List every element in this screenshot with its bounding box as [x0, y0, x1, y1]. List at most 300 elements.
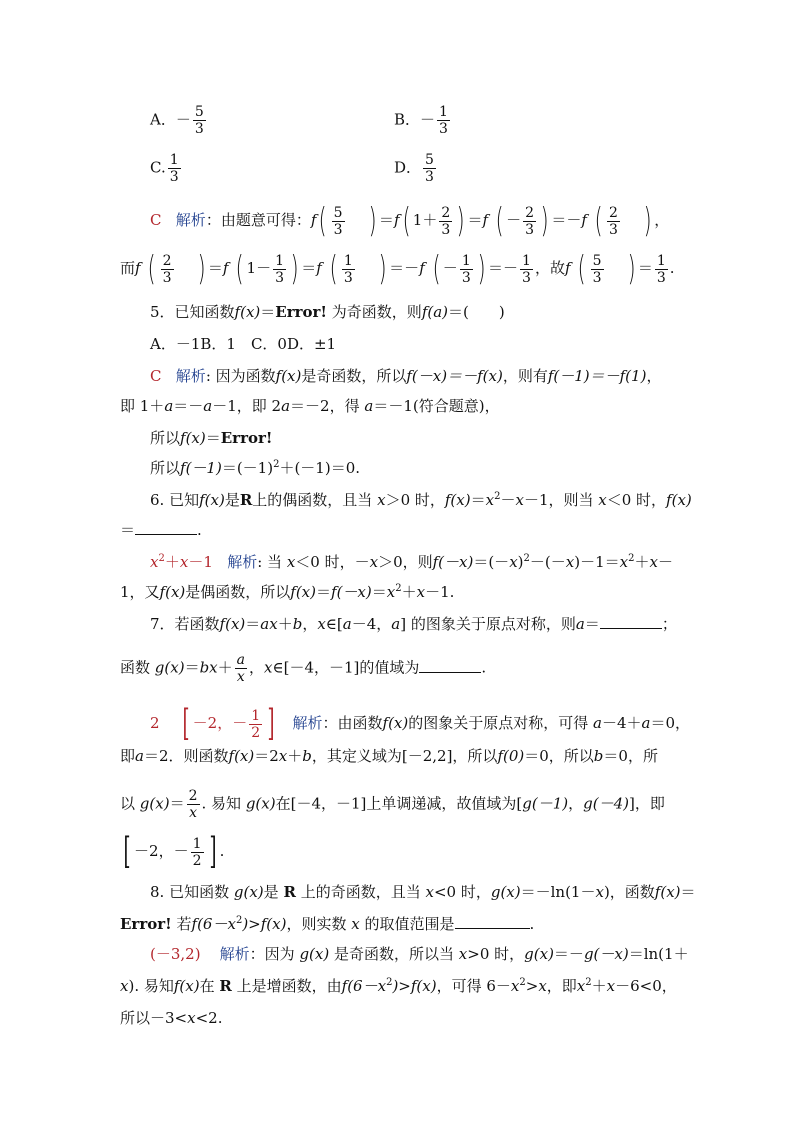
denominator: 3: [425, 169, 434, 185]
numerator: 2: [608, 204, 618, 221]
superscript: 2: [158, 553, 165, 564]
text: －1.: [425, 583, 455, 601]
text: ＝: [378, 211, 394, 229]
paren-close: ): [477, 249, 486, 289]
text: 7．若函数: [150, 615, 220, 633]
answer-label: 2: [150, 714, 160, 732]
denominator: x: [236, 669, 245, 685]
paren-open: (: [577, 249, 586, 289]
analysis-label: 解析: [175, 367, 206, 385]
denominator: 3: [522, 269, 531, 286]
text: －: [503, 259, 519, 277]
fraction: [460, 253, 473, 286]
text: ＝: [551, 211, 567, 229]
text: －4＋: [602, 714, 642, 732]
text: f(x): [180, 429, 206, 447]
option-b-label: B．: [394, 110, 421, 129]
paren-open: (: [329, 249, 338, 289]
text: 所以－3<: [120, 1009, 188, 1027]
text: f(－x): [432, 553, 474, 571]
paren-close: ): [290, 249, 299, 289]
q7-stem-line1: [150, 614, 677, 634]
text: ]，即: [628, 794, 665, 813]
text: g(－x): [583, 945, 629, 963]
text: ＝2: [254, 747, 279, 765]
text: x: [278, 747, 288, 765]
q8-stem-line1: [150, 882, 696, 902]
text: f: [135, 259, 141, 277]
superscript: 2: [395, 583, 402, 594]
text: R: [239, 491, 253, 509]
text: x: [317, 615, 326, 633]
text: 所以: [150, 459, 181, 477]
text: －: [442, 259, 458, 277]
denominator: 3: [525, 221, 535, 238]
text: ，可得 6－: [436, 977, 511, 995]
fraction: [187, 788, 200, 821]
fraction: [249, 708, 262, 741]
text: g(x): [490, 883, 521, 901]
text: ＋: [217, 658, 233, 677]
text: ＝－1(符合题意)，: [373, 397, 500, 415]
q4-analysis-line2: 而f ( $\frac{2}{3}$ ) ＝f ( 1－ $\frac{1}{3}$ ) ＝f ( $\frac{1}{3}$ ) ＝－f ( － $\frac{1}{3}$ ) ＝－ $\frac{1}{3}$ ，故f ( $\frac{5}{3}$ ) ＝ $\frac{1}{3}$ .: [120, 249, 675, 289]
text: －1，即 2: [212, 397, 282, 415]
text: ax: [260, 615, 278, 633]
q5-analysis-line4: [150, 458, 360, 478]
text: ，即: [546, 977, 577, 995]
text: 5．已知函数: [150, 303, 235, 321]
q6-stem-line1: [150, 490, 692, 510]
text: ＝ln(1＋: [628, 945, 689, 963]
text: ；: [661, 615, 677, 633]
text: f(6－x: [191, 915, 236, 933]
text: ). 易知: [128, 977, 174, 995]
text: ＋: [401, 583, 417, 601]
answer-label: －2，－: [192, 714, 248, 732]
text: x: [458, 945, 468, 963]
text: f(0): [497, 747, 525, 765]
text: f(－1): [180, 459, 222, 477]
text: x: [264, 658, 273, 677]
text: ＝: [207, 259, 223, 277]
text: ，故: [534, 259, 565, 277]
numerator: a: [236, 652, 246, 668]
text: ，则有: [502, 367, 548, 385]
superscript: 2: [519, 977, 526, 988]
option-d: [394, 152, 438, 185]
numerator: 1: [169, 152, 179, 168]
q7-analysis-line3: [120, 788, 665, 821]
option-a-label: A．: [150, 110, 176, 129]
text: R: [283, 883, 296, 901]
text: f: [581, 211, 587, 229]
text: ＝: [245, 615, 261, 633]
text: ＝0，所: [603, 747, 658, 765]
text: 以: [120, 794, 136, 813]
text: 所以: [150, 429, 181, 447]
text: ＝: [371, 583, 387, 601]
q8-analysis-line1: [150, 944, 689, 964]
text: ＝－: [553, 945, 584, 963]
superscript: 2: [523, 553, 530, 564]
q7-analysis-line1: [150, 703, 691, 744]
q6-stem-line2: [120, 520, 202, 540]
analysis-label: 解析: [227, 553, 258, 571]
text: 是奇函数，所以: [301, 367, 407, 385]
option-c-label: C.: [150, 158, 166, 177]
paren-open: (: [594, 201, 603, 241]
text: f: [393, 211, 400, 229]
text: －: [657, 553, 673, 571]
numerator: 1: [522, 252, 531, 269]
text: b: [302, 747, 312, 765]
paren-close: ): [378, 249, 387, 289]
denominator: 3: [343, 269, 353, 286]
numerator: 5: [194, 104, 204, 120]
text: 的图象关于原点对称，可得: [408, 714, 589, 732]
text: ，: [646, 367, 662, 385]
text: ＞0 时，: [385, 491, 445, 509]
text: . 易知: [201, 794, 242, 813]
text: x: [377, 491, 386, 509]
text: ＝: [120, 521, 136, 539]
text: a: [342, 615, 352, 633]
text: －: [256, 259, 272, 277]
numerator: 2: [525, 204, 535, 221]
numerator: 1: [439, 104, 448, 120]
numerator: 1: [343, 252, 353, 269]
text: ＝－: [173, 397, 204, 415]
denominator: 3: [194, 121, 204, 137]
fraction: [161, 253, 174, 286]
text: : 当: [257, 553, 283, 571]
text: f(－x)＝－f(x): [406, 367, 503, 385]
text: －: [500, 491, 516, 509]
text: ，: [568, 794, 584, 813]
text: 1: [412, 211, 423, 229]
text: <0 时，: [433, 883, 491, 901]
text: ＝－ln(1－: [520, 883, 596, 901]
text: 为奇函数，则: [331, 303, 422, 321]
numerator: 2: [188, 788, 198, 804]
paren-open: (: [235, 249, 244, 289]
option-b-fraction: [437, 104, 450, 137]
text: ：因为: [249, 945, 295, 963]
q6-analysis-line1: [150, 552, 673, 572]
text: f(x): [199, 491, 225, 509]
text: Error!: [275, 303, 328, 321]
paren-open: (: [148, 249, 156, 289]
text: 是偶函数，所以: [185, 583, 291, 601]
text: ：由题意可得：: [205, 211, 311, 229]
text: －1，则当: [523, 491, 594, 509]
text: ，: [302, 615, 318, 633]
option-c: [150, 152, 183, 185]
text: b: [593, 747, 604, 765]
text: >: [525, 977, 539, 995]
text: ∈[－4，－1]的值域为: [272, 658, 420, 677]
text: f(x): [382, 714, 409, 732]
q8-analysis-line3: [120, 1008, 222, 1028]
text: a: [593, 714, 602, 732]
q7-analysis-line4: [120, 831, 225, 872]
text: 而: [120, 259, 136, 277]
answer-label: (－3,2): [150, 945, 201, 963]
numerator: 5: [592, 252, 602, 269]
text: Error!: [120, 915, 172, 933]
text: f: [482, 211, 489, 229]
denominator: 3: [461, 269, 471, 286]
superscript: 2: [494, 491, 501, 502]
fraction: [520, 253, 533, 286]
denominator: 2: [192, 852, 202, 869]
text: 的取值范围是: [364, 915, 455, 933]
analysis-label: 解析: [219, 945, 250, 963]
denominator: 3: [441, 221, 451, 238]
q5-stem: [150, 302, 505, 322]
superscript: 2: [273, 459, 280, 470]
text: 上的偶函数，且当: [252, 491, 373, 509]
text: ＝: [488, 259, 504, 277]
q8-stem-line2: [120, 914, 534, 934]
text: a: [281, 397, 291, 415]
text: f: [316, 259, 322, 277]
paren-open: (: [495, 201, 504, 241]
text: )>f(x): [392, 977, 437, 995]
text: ＝( ): [448, 303, 505, 321]
text: .: [219, 842, 225, 860]
paren-close: ): [456, 201, 465, 241]
text: g(x): [233, 883, 264, 901]
numerator: 1: [461, 252, 471, 269]
text: x: [510, 977, 520, 995]
answer-label: －1: [188, 553, 213, 571]
paren-close: ): [643, 201, 652, 241]
text: x: [576, 977, 586, 995]
denominator: 3: [656, 269, 666, 286]
answer-label: C: [150, 367, 162, 385]
superscript: 2: [235, 915, 243, 926]
text: ＋: [422, 211, 438, 229]
option-b: [394, 104, 452, 137]
text: f(x): [444, 491, 471, 509]
superscript: 2: [386, 977, 393, 988]
text: 若: [176, 915, 192, 933]
text: )，函数: [603, 883, 655, 901]
text: <2.: [195, 1009, 223, 1027]
text: f(x): [654, 883, 681, 901]
text: ＝(－1): [221, 459, 274, 477]
text: f(x): [159, 583, 186, 601]
fraction: [332, 205, 345, 238]
text: R: [219, 977, 232, 995]
numerator: 1: [192, 835, 202, 852]
text: ＋(－1)＝0.: [279, 459, 361, 477]
denominator: 3: [169, 169, 179, 185]
text: f: [419, 259, 425, 277]
text: －6<0，: [615, 977, 677, 995]
option-d-fraction: [423, 152, 436, 185]
text: x: [606, 977, 616, 995]
text: .: [481, 658, 487, 677]
fraction: [655, 253, 668, 286]
text: b: [292, 615, 303, 633]
text: －4，: [351, 615, 392, 633]
text: )－1＝: [574, 553, 620, 571]
text: ，其定义域为[－2,2]，所以: [311, 747, 498, 765]
paren-open: (: [402, 201, 411, 241]
text: ∈[: [325, 615, 343, 633]
text: )>f(x): [242, 915, 287, 933]
text: g(x): [139, 794, 170, 813]
text: a: [575, 615, 585, 633]
text: Error!: [220, 429, 273, 447]
fraction: [439, 205, 452, 238]
text: f(x): [173, 977, 200, 995]
denominator: 3: [275, 269, 284, 286]
text: 上是增函数，由: [236, 977, 342, 995]
text: 上的奇函数，且当: [300, 883, 421, 901]
numerator: 1: [275, 252, 284, 269]
fraction: [235, 652, 247, 685]
text: 在: [199, 977, 215, 995]
answer-blank: [135, 520, 197, 535]
text: ＝: [184, 658, 200, 677]
q7-analysis-line2: [120, 746, 658, 766]
paren-open: (: [319, 201, 328, 241]
text: f: [222, 259, 229, 277]
text: a: [364, 397, 374, 415]
text: a: [135, 747, 144, 765]
answer-label: ＋: [164, 553, 180, 571]
text: 即 1＋: [120, 397, 165, 415]
denominator: 3: [162, 269, 172, 286]
text: 是: [263, 883, 279, 901]
text: ＋: [277, 615, 293, 633]
text: >0 时，: [467, 945, 525, 963]
text: 1，又: [120, 583, 160, 601]
paren-close: ): [627, 249, 636, 289]
q4-analysis-line1: C 解析：由题意可得：f( $\frac{5}{3}$ ) ＝f( 1＋ $\frac{2}{3}$ ) ＝f ( － $\frac{2}{3}$ ) ＝－f ( $\frac{2}{3}$ ) ，: [150, 201, 670, 241]
text: x: [509, 553, 518, 571]
text: x: [538, 977, 547, 995]
text: f(－1)＝－f(1): [547, 367, 647, 385]
q5-analysis-line2: [120, 396, 500, 416]
answer-label: C: [150, 211, 162, 229]
option-c-fraction: [168, 152, 181, 185]
numerator: 5: [333, 204, 343, 221]
text: ＝: [389, 259, 405, 277]
text: .: [529, 915, 535, 933]
paren-close: ): [368, 201, 377, 241]
answer-blank: [455, 914, 530, 929]
text: ＝2．则函数: [143, 747, 229, 765]
text: x: [369, 553, 379, 571]
text: x: [425, 883, 434, 901]
denominator: 3: [592, 269, 602, 286]
text: f: [310, 211, 317, 229]
superscript: 2: [585, 977, 592, 988]
text: ＜0 时，－: [295, 553, 370, 571]
answer-label: x: [179, 553, 189, 571]
denominator: 2: [251, 724, 261, 741]
text: ＋: [287, 747, 303, 765]
text: x: [649, 553, 658, 571]
text: x: [120, 977, 129, 995]
text: 是: [224, 491, 240, 509]
numerator: 1: [251, 707, 261, 724]
text: ，: [249, 658, 265, 677]
text: 函数: [120, 658, 151, 677]
text: ＝: [260, 303, 276, 321]
denominator: 3: [608, 221, 618, 238]
text: f(x): [228, 747, 255, 765]
minus-sign: －: [175, 110, 191, 129]
bracket-close: ]: [209, 831, 217, 872]
text: f(x): [219, 615, 246, 633]
denominator: x: [189, 805, 197, 821]
text: ＋: [591, 977, 607, 995]
paren-open: (: [432, 249, 441, 289]
text: bx: [199, 658, 218, 677]
text: 在[－4，－1]上单调递减，故值域为[: [275, 794, 523, 813]
text: ＜0 时，: [606, 491, 667, 509]
q7-stem-line2: [120, 652, 486, 685]
text: a: [164, 397, 174, 415]
bracket-open: [: [182, 703, 190, 744]
text: a: [203, 397, 213, 415]
text: x: [485, 491, 495, 509]
text: －: [566, 211, 582, 229]
text: x: [351, 915, 360, 933]
text: ＝: [205, 429, 221, 447]
text: ＝(－: [473, 553, 510, 571]
text: －: [404, 259, 420, 277]
answer-blank: [600, 614, 662, 629]
text: 是奇函数，所以当: [334, 945, 455, 963]
answer-label: x: [150, 553, 159, 571]
text: 1: [246, 259, 257, 277]
text: ：由函数: [322, 714, 383, 732]
option-d-label: D．: [394, 158, 422, 177]
bracket-close: ]: [267, 703, 275, 744]
numerator: 5: [425, 152, 434, 168]
text: ，则实数: [286, 915, 347, 933]
fraction: [273, 253, 286, 286]
q6-analysis-line2: [120, 582, 454, 602]
q5-analysis-line3: [150, 428, 272, 448]
denominator: 3: [333, 221, 343, 238]
analysis-label: 解析: [175, 211, 206, 229]
text: 6. 已知: [150, 491, 200, 509]
text: f(－x): [331, 583, 372, 601]
option-a: [150, 104, 208, 137]
text: x: [595, 883, 604, 901]
text: ＋: [634, 553, 650, 571]
q5-analysis-line1: [150, 366, 661, 386]
text: g(x): [245, 794, 276, 813]
fraction: [191, 836, 204, 869]
text: ＝: [680, 883, 696, 901]
text: f(x): [234, 303, 261, 321]
paren-close: ): [197, 249, 206, 289]
text: 即: [120, 747, 136, 765]
text: x: [286, 553, 296, 571]
bracket-open: [: [123, 831, 131, 872]
q5-options: [150, 334, 336, 354]
numerator: 2: [441, 204, 451, 221]
text: a: [641, 714, 651, 732]
